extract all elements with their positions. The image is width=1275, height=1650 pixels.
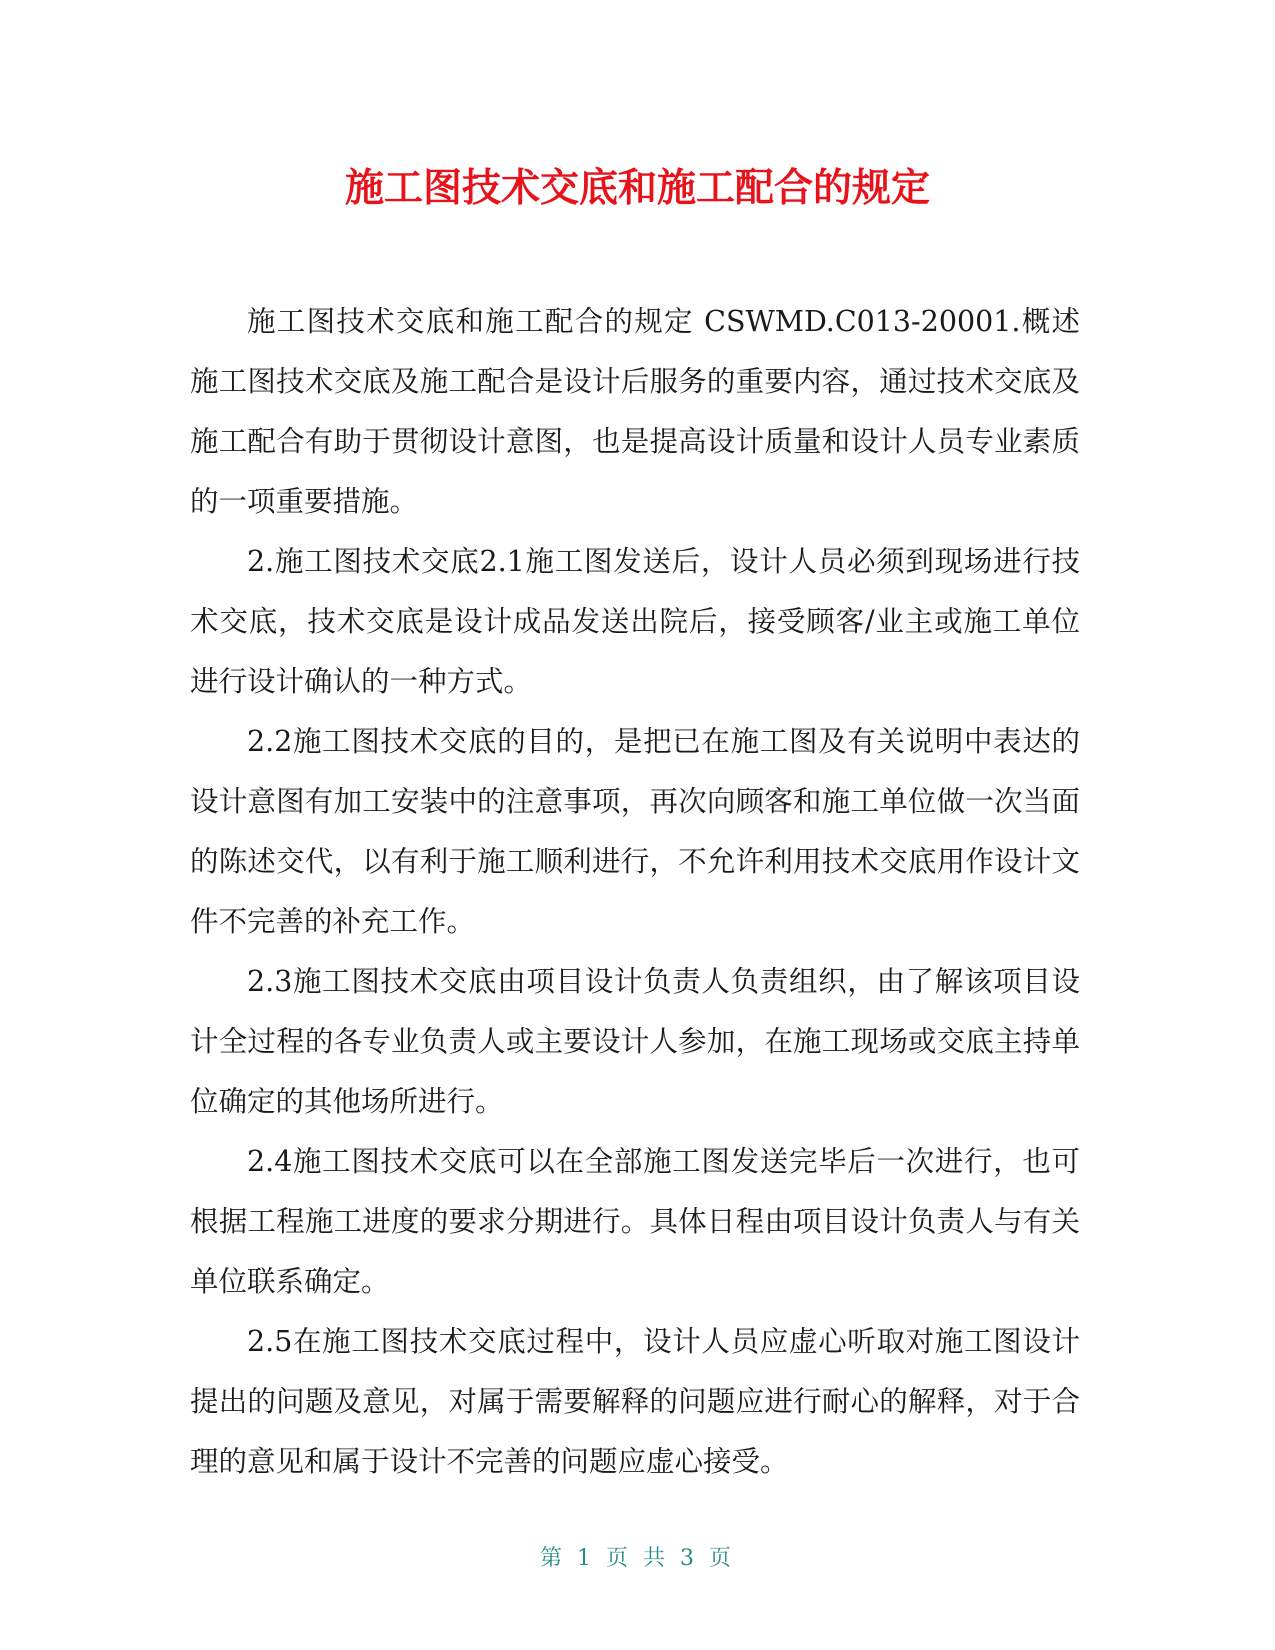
paragraph-2-4: 2.4施工图技术交底可以在全部施工图发送完毕后一次进行，也可根据工程施工进度的要求分期进行。具体日程由项目设计负责人与有关单位联系确定。 (190, 1145, 1080, 1298)
paragraph-2-3: 2.3施工图技术交底由项目设计负责人负责组织，由了解该项目设计全过程的各专业负责人或主要设计人参加，在施工现场或交底主持单位确定的其他场所进行。 (190, 965, 1080, 1118)
paragraph-2: 2.施工图技术交底2.1施工图发送后，设计人员必须到现场进行技术交底，技术交底是设计成品发送出院后，接受顾客/业主或施工单位进行设计确认的一种方式。 (190, 545, 1080, 698)
paragraph-overview: 施工图技术交底和施工配合的规定 CSWMD.C013-20001.概述施工图技术交底及施工配合是设计后服务的重要内容，通过技术交底及施工配合有助于贯彻设计意图，也是提高设计质量和设计人员专业素质的一项重要措施。 (190, 305, 1080, 518)
paragraph-2-2: 2.2施工图技术交底的目的，是把已在施工图及有关说明中表达的设计意图有加工安装中的注意事项，再次向顾客和施工单位做一次当面的陈述交代，以有利于施工顺利进行，不允许利用技术交底用作设计文件不完善的补充工作。 (190, 725, 1080, 938)
document-body (190, 292, 1080, 1492)
page-number-footer: 第 1 页 共 3 页 (540, 1546, 735, 1571)
paragraph-2-5: 2.5在施工图技术交底过程中，设计人员应虚心听取对施工图设计提出的问题及意见，对属于需要解释的问题应进行耐心的解释，对于合理的意见和属于设计不完善的问题应虚心接受。 (190, 1325, 1080, 1478)
document-title: 施工图技术交底和施工配合的规定 (344, 166, 930, 211)
